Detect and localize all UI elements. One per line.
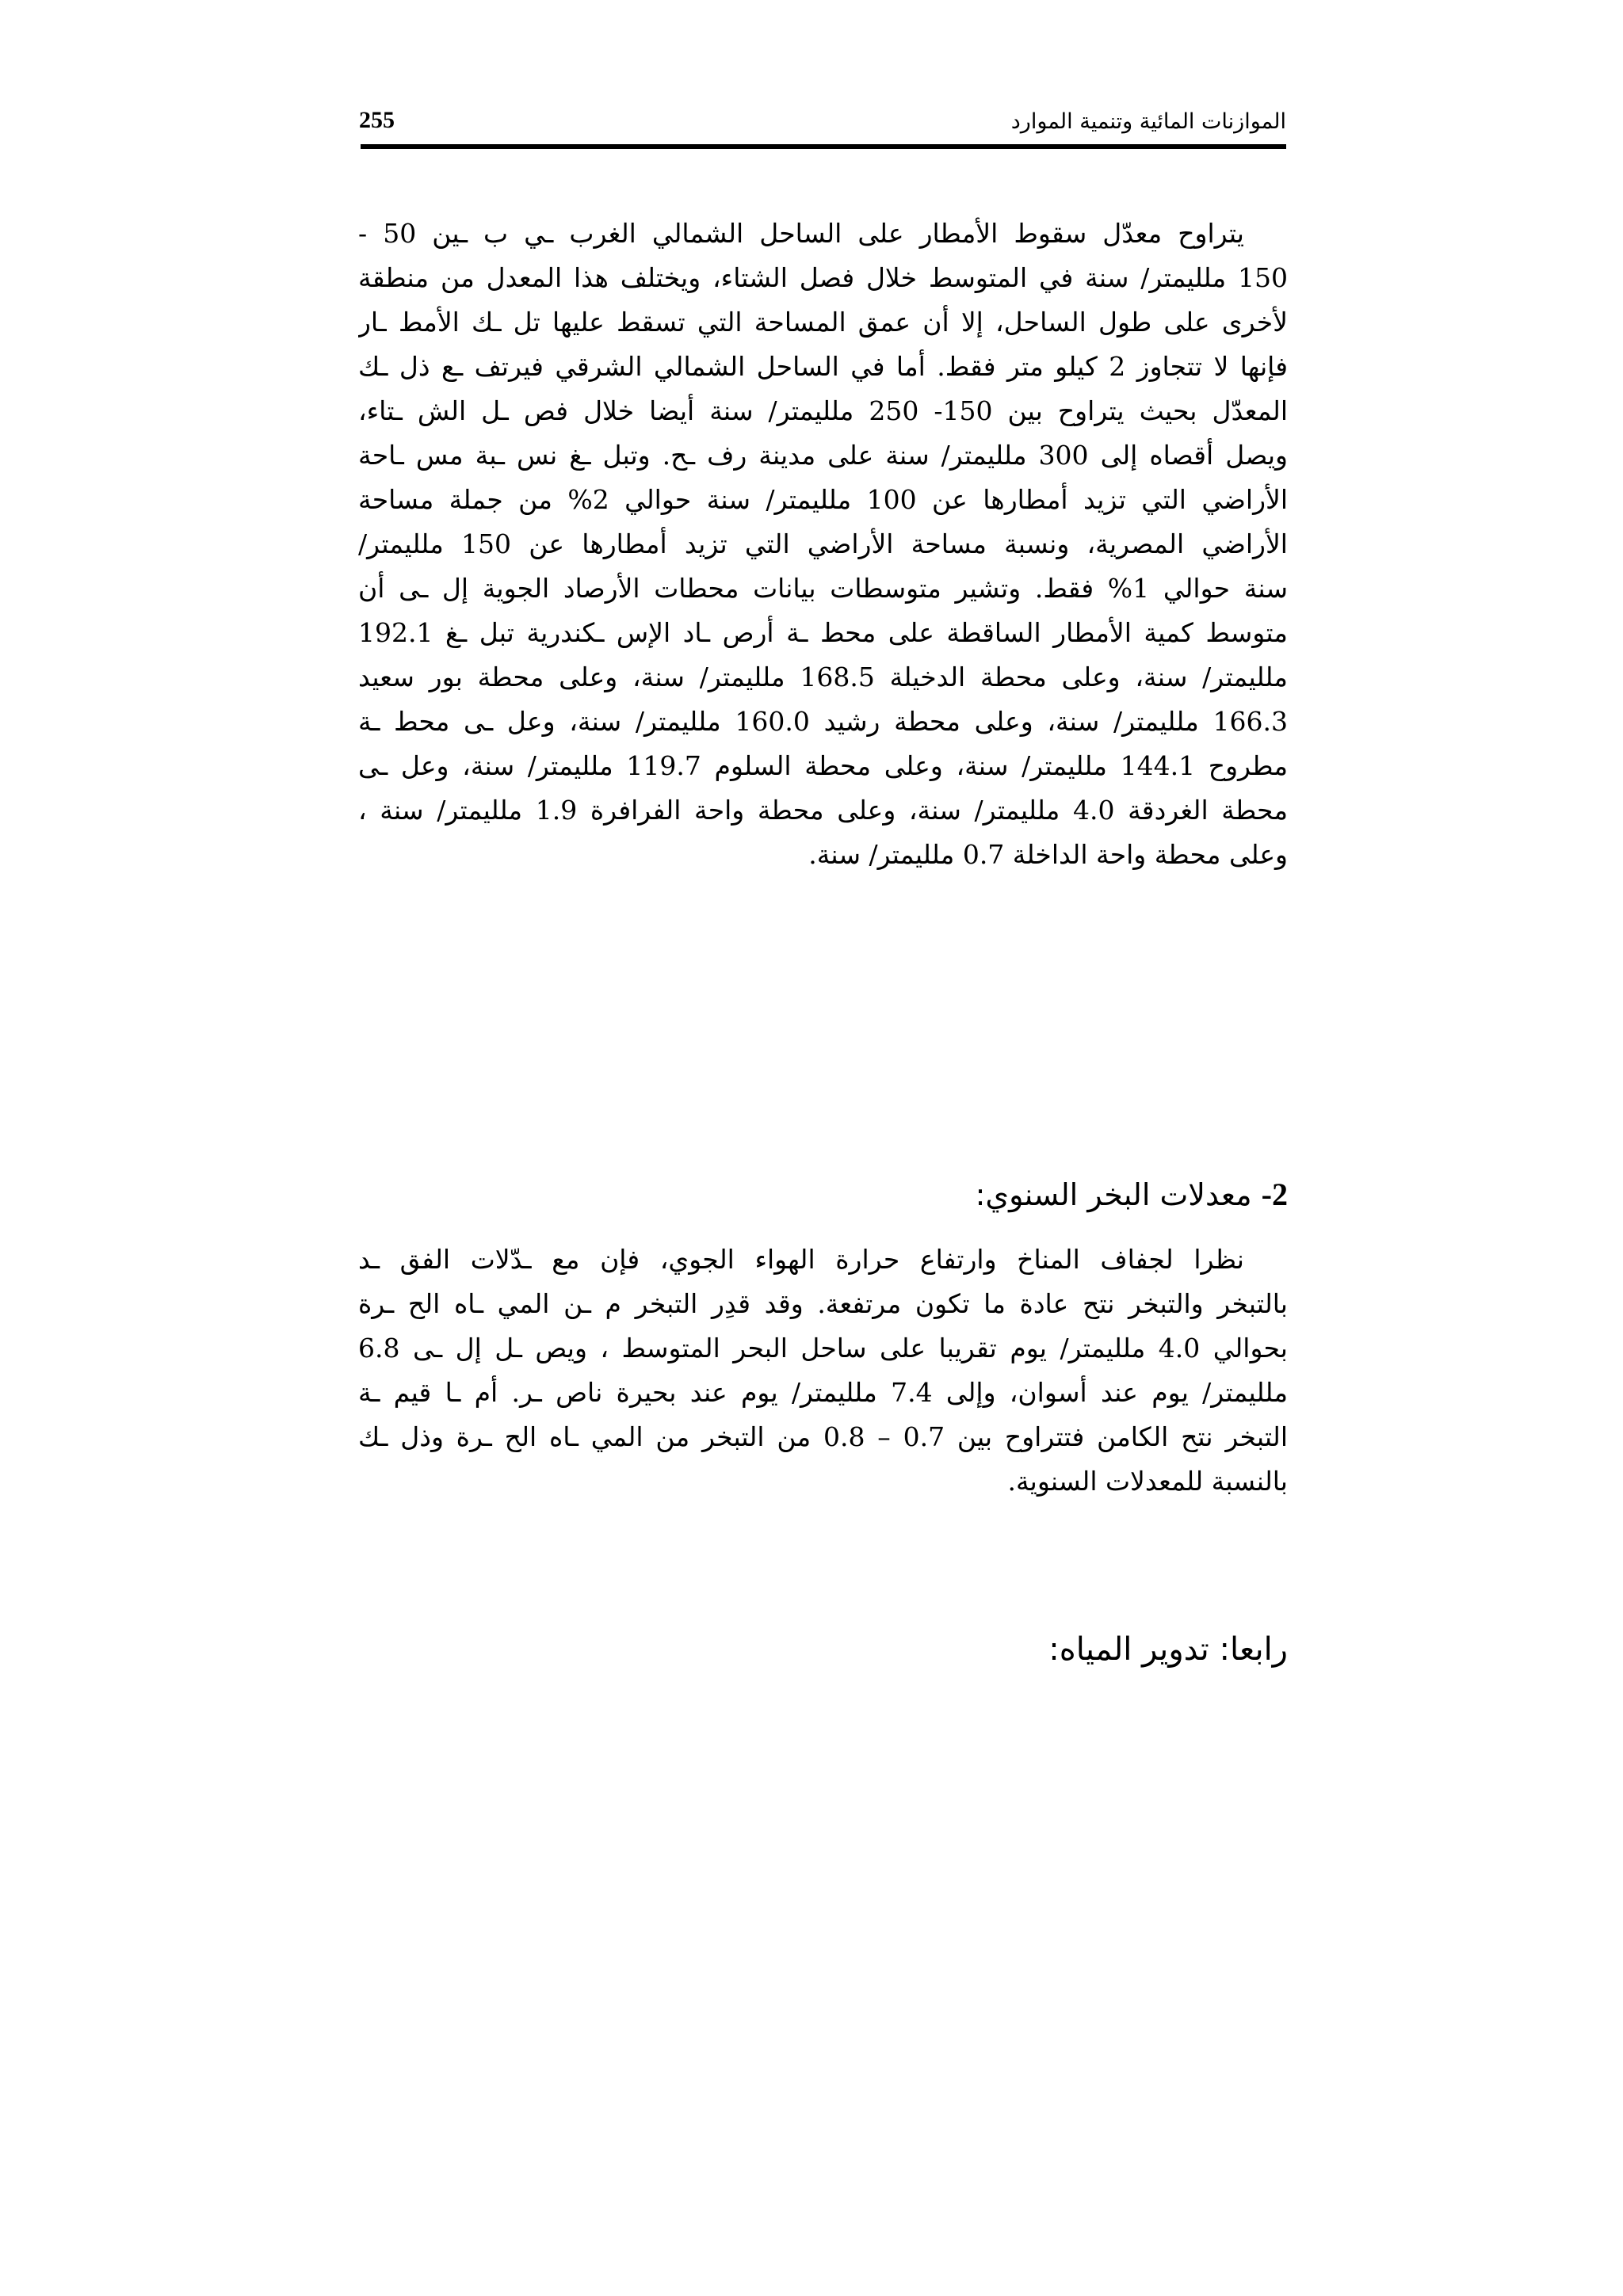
paragraph-line: ملليمتر/ سنة، وعلى محطة الدخيلة 168.5 ملليمتر/ سنة، وعلى محطة بور سعيد [358, 662, 1288, 692]
section-title: معدلات البخر السنوي: [975, 1177, 1252, 1212]
section-heading-evaporation [976, 1173, 1288, 1217]
paragraph-rainfall [358, 212, 1288, 877]
paragraph-line: بالتبخر والتبخر نتح عادة ما تكون مرتفعة. وقد قدِر التبخر م ـن المي ـاه الح ـرة [358, 1288, 1288, 1319]
running-header-title: الموازنات المائية وتنمية الموارد [1010, 109, 1286, 134]
paragraph-line: يتراوح معدّل سقوط الأمطار على الساحل الشمالي الغرب ـي ب ـين 50 - [358, 218, 1244, 249]
paragraph-line: الأراضي التي تزيد أمطارها عن 100 ملليمتر/ سنة حوالي 2% من جملة مساحة [358, 484, 1288, 515]
paragraph-evaporation [358, 1238, 1288, 1504]
paragraph-line: متوسط كمية الأمطار الساقطة على محط ـة أرص ـاد الإس ـكندرية تبل ـغ 192.1 [358, 617, 1288, 648]
paragraph-line: بالنسبة للمعدلات السنوية. [1007, 1466, 1288, 1497]
paragraph-line: 166.3 ملليمتر/ سنة، وعلى محطة رشيد 160.0 ملليمتر/ سنة، وعل ـى محط ـة [358, 706, 1288, 737]
paragraph-line: مطروح 144.1 ملليمتر/ سنة، وعلى محطة السلوم 119.7 ملليمتر/ سنة، وعل ـى [358, 750, 1288, 781]
page-number: 255 [359, 107, 395, 133]
paragraph-line: بحوالي 4.0 ملليمتر/ يوم تقريبا على ساحل البحر المتوسط ، ويص ـل إل ـى 6.8 [358, 1333, 1288, 1363]
paragraph-line: وعلى محطة واحة الداخلة 0.7 ملليمتر/ سنة. [808, 839, 1288, 870]
paragraph-line: سنة حوالي 1% فقط. وتشير متوسطات بيانات محطات الأرصاد الجوية إل ـى أن [358, 573, 1288, 604]
paragraph-line: 150 ملليمتر/ سنة في المتوسط خلال فصل الشتاء، ويختلف هذا المعدل من منطقة [358, 262, 1288, 293]
paragraph-line: محطة الغردقة 4.0 ملليمتر/ سنة، وعلى محطة واحة الفرافرة 1.9 ملليمتر/ سنة ، [358, 795, 1288, 826]
section-heading-water-recycling: رابعا: تدوير المياه: [1048, 1631, 1288, 1668]
paragraph-line: ملليمتر/ يوم عند أسوان، وإلى 7.4 ملليمتر/ يوم عند بحيرة ناص ـر. أم ـا قيم ـة [358, 1377, 1288, 1408]
running-header [359, 101, 1286, 149]
paragraph-line: ويصل أقصاه إلى 300 ملليمتر/ سنة على مدينة رف ـح. وتبل ـغ نس ـبة مس ـاحة [358, 440, 1288, 471]
paragraph-line: نظرا لجفاف المناخ وارتفاع حرارة الهواء الجوي، فإن مع ـدّلات الفق ـد [358, 1244, 1244, 1275]
paragraph-line: لأخرى على طول الساحل، إلا أن عمق المساحة التي تسقط عليها تل ـك الأمط ـار [358, 307, 1288, 338]
section-number: 2- [1261, 1177, 1288, 1212]
header-divider [361, 144, 1286, 149]
paragraph-line: فإنها لا تتجاوز 2 كيلو متر فقط. أما في الساحل الشمالي الشرقي فيرتف ـع ذل ـك [358, 351, 1288, 382]
paragraph-line: التبخر نتح الكامن فتتراوح بين 0.7 – 0.8 من التبخر من المي ـاه الح ـرة وذل ـك [358, 1421, 1288, 1452]
paragraph-line: الأراضي المصرية، ونسبة مساحة الأراضي التي تزيد أمطارها عن 150 ملليمتر/ [358, 528, 1288, 559]
paragraph-line: المعدّل بحيث يتراوح بين 150- 250 ملليمتر/ سنة أيضا خلال فص ـل الش ـتاء، [358, 395, 1288, 426]
